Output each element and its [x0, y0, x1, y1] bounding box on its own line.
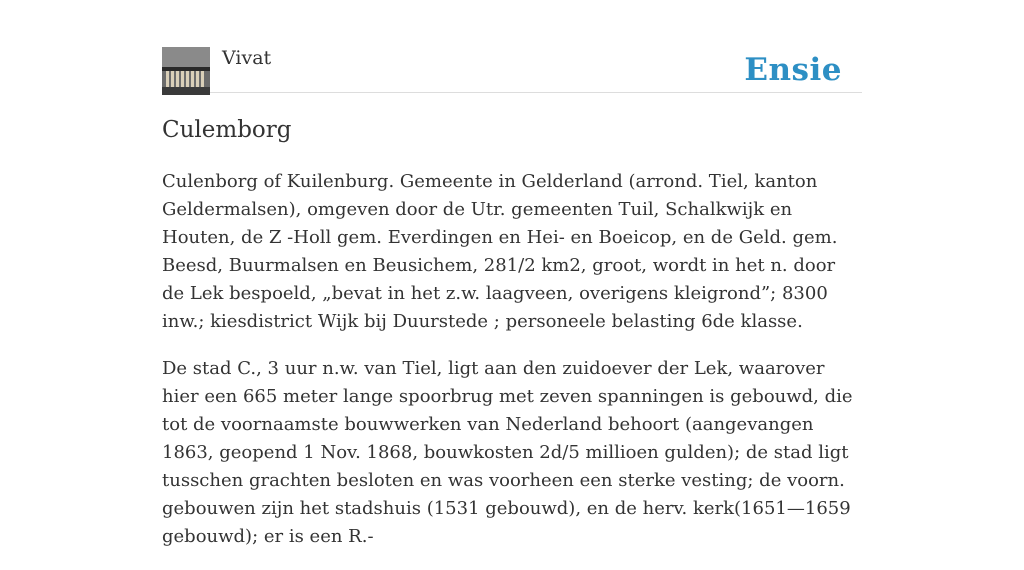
header	[162, 0, 862, 93]
bookshelf-avatar-icon	[162, 47, 210, 95]
author-name[interactable]: Vivat	[222, 47, 272, 69]
avatar[interactable]	[162, 47, 210, 95]
page-title: Culemborg	[162, 117, 292, 143]
article-body	[162, 168, 862, 570]
page	[162, 0, 862, 547]
article-paragraph: Culenborg of Kuilenburg. Gemeente in Gelderland (arrond. Tiel, kanton Geldermalsen), omgeven door de Utr. gemeenten Tuil, Schalkwijk en Houten, de Z -Holl gem. Everdingen en Hei- en Boeicop, en de Geld. gem. Beesd, Buurmalsen en Beusichem, 281/2 km2, groot, wordt in het n. door de Lek bespoeld, „bevat in het z.w. laagveen, overigens kleigrond”; 8300 inw.; kiesdistrict Wijk bij Duurstede ; personeele belasting 6de klasse.	[162, 171, 838, 332]
brand-logo[interactable]: Ensie	[744, 52, 842, 88]
article-paragraph: De stad C., 3 uur n.w. van Tiel, ligt aan den zuidoever der Lek, waarover hier een 665 meter lange spoorbrug met zeven spanningen is gebouwd, die tot de voornaamste bouwwerken van Nederland behoort (aangevangen 1863, geopend 1 Nov. 1868, bouwkosten 2d/5 millioen gulden); de stad ligt tusschen grachten besloten en was voorheen een sterke vesting; de voorn. gebouwen zijn het stadshuis (1531 gebouwd), en de herv. kerk(1651—1659 gebouwd); er is een R.-	[162, 358, 853, 547]
